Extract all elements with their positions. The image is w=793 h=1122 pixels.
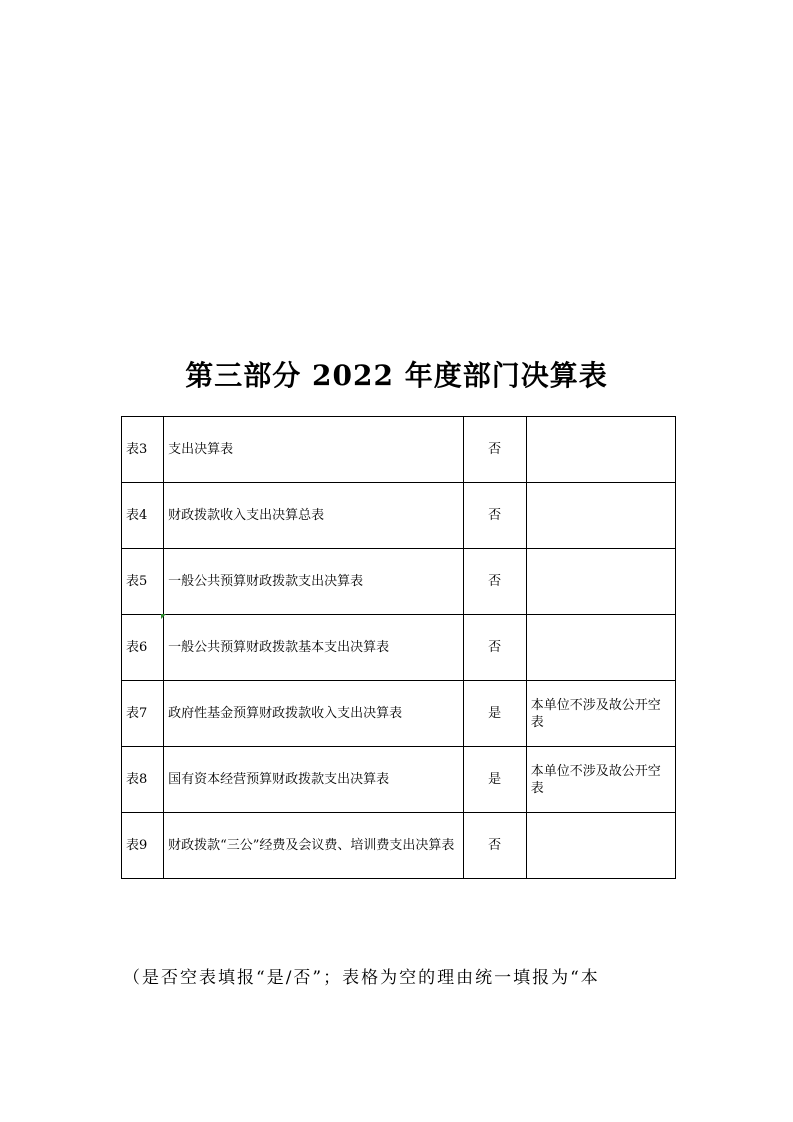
table-number-cell: 表9 <box>122 813 164 879</box>
reason-cell: 本单位不涉及故公开空表 <box>526 681 675 747</box>
empty-flag-cell: 否 <box>463 417 526 483</box>
empty-flag-cell: 否 <box>463 483 526 549</box>
table-row <box>122 417 676 483</box>
reason-cell <box>526 483 675 549</box>
empty-flag-cell: 否 <box>463 549 526 615</box>
table-row <box>122 549 676 615</box>
reason-cell <box>526 615 675 681</box>
table-row <box>122 747 676 813</box>
table-row <box>122 483 676 549</box>
table-name-cell: 国有资本经营预算财政拨款支出决算表 <box>164 747 464 813</box>
table-number-cell: 表3 <box>122 417 164 483</box>
reason-cell: 本单位不涉及故公开空表 <box>526 747 675 813</box>
empty-flag-cell: 否 <box>463 615 526 681</box>
empty-flag-cell: 是 <box>463 747 526 813</box>
table-row <box>122 615 676 681</box>
table-row <box>122 681 676 747</box>
table-number-cell: 表5 <box>122 549 164 615</box>
table-name-cell: 财政拨款“三公”经费及会议费、培训费支出决算表 <box>164 813 464 879</box>
table-name-cell: 一般公共预算财政拨款基本支出决算表 <box>164 615 464 681</box>
reason-cell <box>526 417 675 483</box>
empty-flag-cell: 否 <box>463 813 526 879</box>
table-name-cell: 财政拨款收入支出决算总表 <box>164 483 464 549</box>
table-name-cell: 政府性基金预算财政拨款收入支出决算表 <box>164 681 464 747</box>
table-number-cell: 表7 <box>122 681 164 747</box>
table-number-cell: 表4 <box>122 483 164 549</box>
table-number-cell: 表8 <box>122 747 164 813</box>
page-title: 第三部分 2022 年度部门决算表 <box>185 359 608 392</box>
table-name-cell: 支出决算表 <box>164 417 464 483</box>
reason-cell <box>526 813 675 879</box>
table-row <box>122 813 676 879</box>
footnote: （是否空表填报“是/否”；表格为空的理由统一填报为“本 <box>123 968 600 988</box>
empty-flag-cell: 是 <box>463 681 526 747</box>
table-number-cell: 表6 <box>122 615 164 681</box>
cell-comment-marker <box>161 614 166 619</box>
reason-cell <box>526 549 675 615</box>
table-name-cell: 一般公共预算财政拨款支出决算表 <box>164 549 464 615</box>
report-table <box>121 416 676 879</box>
